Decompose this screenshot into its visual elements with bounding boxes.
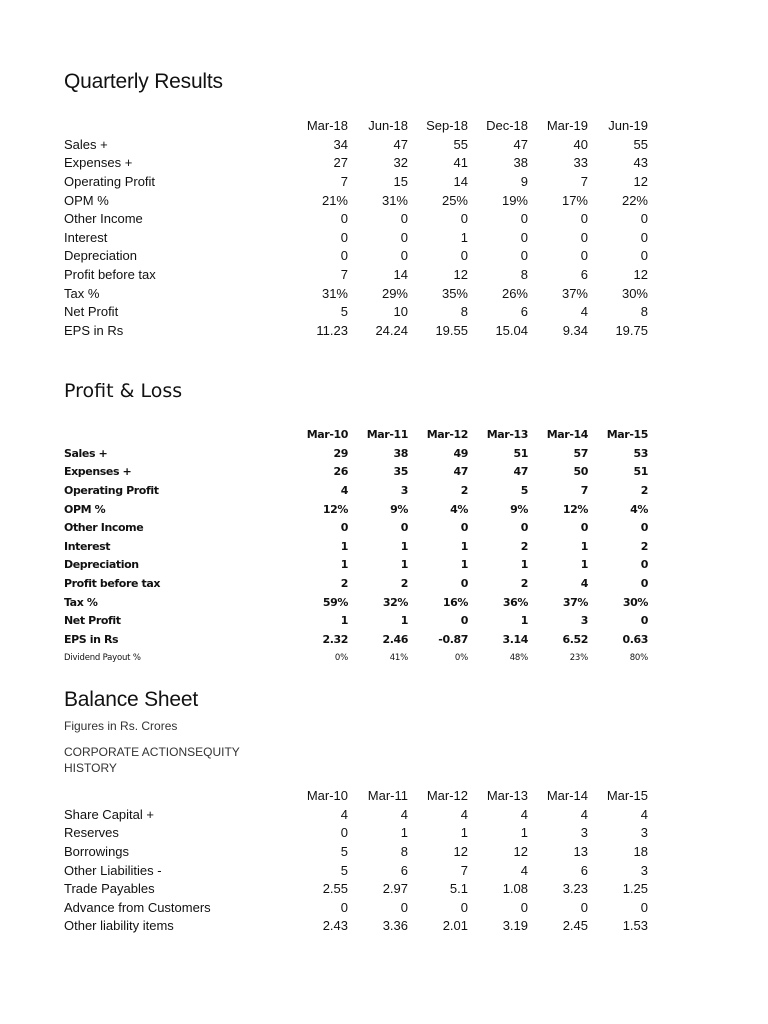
cell-value: 41 — [453, 155, 468, 171]
quarterly-results-title: Quarterly Results — [64, 70, 223, 93]
cell-value: 12 — [513, 844, 528, 860]
cell-value: 0 — [460, 614, 468, 628]
cell-value: 23% — [569, 653, 588, 664]
cell-value: 1 — [520, 825, 528, 841]
cell-value: 4 — [580, 577, 588, 591]
period-header: Mar-18 — [306, 118, 348, 134]
cell-value: 35% — [441, 285, 468, 301]
cell-value: 1 — [580, 558, 588, 572]
cell-value: 0 — [640, 211, 648, 227]
cell-value: 0 — [340, 248, 348, 264]
cell-value: 7 — [580, 174, 588, 190]
row-label: Other Liabilities - — [64, 862, 162, 878]
cell-value: 5 — [520, 484, 528, 498]
cell-value: 2 — [340, 577, 348, 591]
cell-value: 0 — [580, 248, 588, 264]
figures-note: Figures in Rs. Crores — [64, 719, 178, 733]
row-label: EPS in Rs — [64, 632, 119, 646]
cell-value: 55 — [633, 136, 648, 152]
cell-value: 9% — [390, 502, 408, 516]
header-blank — [64, 117, 288, 136]
cell-value: 0 — [520, 248, 528, 264]
cell-value: 19.75 — [615, 322, 648, 338]
cell-value: 59% — [322, 595, 348, 609]
cell-value: 0 — [520, 211, 528, 227]
row-label: Advance from Customers — [64, 899, 211, 915]
cell-value: 1.08 — [502, 881, 528, 897]
cell-value: 4 — [640, 806, 648, 822]
cell-value: 0 — [460, 521, 468, 535]
row-label: Depreciation — [64, 558, 139, 572]
cell-value: 4 — [460, 806, 468, 822]
period-header: Mar-10 — [306, 788, 348, 804]
cell-value: 21% — [321, 192, 348, 208]
row-label: Profit before tax — [64, 577, 161, 591]
period-header: Jun-18 — [368, 118, 408, 134]
cell-value: 4 — [400, 806, 408, 822]
period-header: Mar-11 — [367, 788, 408, 804]
table-row — [64, 322, 648, 341]
cell-value: 16% — [442, 595, 468, 609]
table-row — [64, 631, 648, 650]
table-row — [64, 575, 648, 594]
cell-value: 0 — [640, 248, 648, 264]
cell-value: 5 — [340, 844, 348, 860]
period-header: Mar-10 — [306, 428, 348, 442]
header-blank — [64, 426, 288, 445]
row-label: Tax % — [64, 285, 100, 301]
equity-history-link[interactable]: HISTORY — [64, 761, 117, 775]
cell-value: 31% — [321, 285, 348, 301]
row-label: Sales + — [64, 136, 108, 152]
cell-value: 1 — [400, 825, 408, 841]
cell-value: 1 — [400, 614, 408, 628]
cell-value: 57 — [573, 446, 588, 460]
cell-value: 0 — [340, 521, 348, 535]
table-row — [64, 210, 648, 229]
cell-value: 1 — [340, 539, 348, 553]
corporate-actions-link[interactable]: CORPORATE ACTIONSEQUITY — [64, 745, 240, 759]
period-header: Sep-18 — [426, 118, 468, 134]
cell-value: 5 — [340, 862, 348, 878]
table-row — [64, 266, 648, 285]
cell-value: 43 — [633, 155, 648, 171]
row-label: Sales + — [64, 446, 108, 460]
cell-value: 9 — [520, 174, 528, 190]
cell-value: 25% — [441, 192, 468, 208]
cell-value: 29% — [381, 285, 408, 301]
cell-value: 12 — [453, 267, 468, 283]
cell-value: 2.55 — [322, 881, 348, 897]
cell-value: 41% — [389, 653, 408, 664]
row-label: Interest — [64, 539, 111, 553]
row-label: Operating Profit — [64, 484, 159, 498]
cell-value: 1.53 — [622, 918, 648, 934]
row-label: Other liability items — [64, 918, 174, 934]
table-row — [64, 154, 648, 173]
cell-value: 51 — [513, 446, 528, 460]
period-header: Mar-14 — [546, 788, 588, 804]
cell-value: 2 — [460, 484, 468, 498]
cell-value: 2 — [520, 577, 528, 591]
cell-value: 0 — [520, 229, 528, 245]
cell-value: 47 — [453, 465, 468, 479]
row-label: Profit before tax — [64, 267, 156, 283]
cell-value: 3 — [640, 862, 648, 878]
cell-value: -0.87 — [438, 632, 468, 646]
cell-value: 1 — [340, 614, 348, 628]
cell-value: 1 — [460, 558, 468, 572]
row-label: Net Profit — [64, 614, 121, 628]
period-header: Mar-12 — [426, 428, 468, 442]
table-row — [64, 593, 648, 612]
table-row-dividend — [64, 649, 648, 667]
table-row — [64, 880, 648, 899]
profit-loss-table — [64, 426, 648, 667]
table-row — [64, 247, 648, 266]
balance-sheet-title: Balance Sheet — [64, 688, 199, 711]
cell-value: 6 — [400, 862, 408, 878]
profit-loss-title: Profit & Loss — [64, 380, 183, 402]
row-label: Operating Profit — [64, 174, 156, 190]
table-row — [64, 612, 648, 631]
cell-value: 15 — [393, 174, 408, 190]
cell-value: 11.23 — [316, 322, 348, 338]
table-row — [64, 284, 648, 303]
cell-value: 9% — [510, 502, 528, 516]
cell-value: 0 — [640, 577, 648, 591]
cell-value: 1 — [400, 558, 408, 572]
cell-value: 4% — [450, 502, 468, 516]
cell-value: 8 — [460, 304, 468, 320]
row-label: Depreciation — [64, 248, 137, 264]
period-header: Mar-13 — [486, 788, 528, 804]
cell-value: 7 — [580, 484, 588, 498]
table-row — [64, 136, 648, 155]
cell-value: 26% — [501, 285, 528, 301]
cell-value: 3 — [400, 484, 408, 498]
cell-value: 13 — [573, 844, 588, 860]
cell-value: 18 — [633, 844, 648, 860]
cell-value: 30% — [622, 595, 648, 609]
cell-value: 3.14 — [502, 632, 528, 646]
table-row — [64, 303, 648, 322]
cell-value: 4 — [340, 484, 348, 498]
cell-value: 10 — [393, 304, 408, 320]
cell-value: 0 — [580, 229, 588, 245]
cell-value: 0 — [460, 577, 468, 591]
cell-value: 32 — [393, 155, 408, 171]
table-row — [64, 556, 648, 575]
cell-value: 0 — [460, 211, 468, 227]
cell-value: 14 — [453, 174, 468, 190]
table-row — [64, 861, 648, 880]
cell-value: 0 — [400, 248, 408, 264]
row-label: Expenses + — [64, 155, 133, 171]
cell-value: 4% — [630, 502, 648, 516]
cell-value: 35 — [393, 465, 408, 479]
period-header: Mar-15 — [606, 788, 648, 804]
period-header: Mar-15 — [606, 428, 648, 442]
table-row — [64, 173, 648, 192]
cell-value: 7 — [340, 174, 348, 190]
header-row — [64, 787, 648, 806]
cell-value: 31% — [381, 192, 408, 208]
cell-value: 0% — [454, 653, 468, 664]
cell-value: 26 — [333, 465, 348, 479]
cell-value: 4 — [520, 862, 528, 878]
cell-value: 9.34 — [562, 322, 588, 338]
cell-value: 37% — [562, 595, 588, 609]
row-label: Dividend Payout % — [64, 653, 141, 664]
cell-value: 48% — [509, 653, 528, 664]
row-label: Net Profit — [64, 304, 119, 320]
cell-value: 0 — [580, 899, 588, 915]
cell-value: 1 — [340, 558, 348, 572]
cell-value: 0 — [460, 248, 468, 264]
cell-value: 49 — [453, 446, 468, 460]
period-header: Mar-11 — [366, 428, 408, 442]
cell-value: 0 — [640, 558, 648, 572]
row-label: Expenses + — [64, 465, 132, 479]
row-label: OPM % — [64, 192, 109, 208]
row-label: Share Capital + — [64, 806, 154, 822]
cell-value: 0 — [460, 899, 468, 915]
cell-value: 38 — [393, 446, 408, 460]
cell-value: 1 — [460, 825, 468, 841]
cell-value: 6.52 — [562, 632, 588, 646]
cell-value: 55 — [453, 136, 468, 152]
cell-value: 0.63 — [622, 632, 648, 646]
cell-value: 34 — [333, 136, 348, 152]
cell-value: 38 — [513, 155, 528, 171]
table-row — [64, 463, 648, 482]
cell-value: 29 — [333, 446, 348, 460]
cell-value: 12 — [633, 267, 648, 283]
cell-value: 1 — [580, 539, 588, 553]
cell-value: 2 — [520, 539, 528, 553]
table-row — [64, 917, 648, 936]
cell-value: 0 — [400, 211, 408, 227]
cell-value: 7 — [460, 862, 468, 878]
cell-value: 2 — [640, 484, 648, 498]
cell-value: 0 — [640, 229, 648, 245]
cell-value: 30% — [621, 285, 648, 301]
cell-value: 0 — [520, 521, 528, 535]
period-header: Dec-18 — [486, 118, 528, 134]
table-row — [64, 191, 648, 210]
cell-value: 3.23 — [562, 881, 588, 897]
cell-value: 6 — [580, 267, 588, 283]
cell-value: 0 — [640, 521, 648, 535]
period-header: Jun-19 — [608, 118, 648, 134]
period-header: Mar-13 — [486, 428, 528, 442]
cell-value: 4 — [520, 806, 528, 822]
cell-value: 3 — [580, 825, 588, 841]
cell-value: 15.04 — [495, 322, 528, 338]
cell-value: 24.24 — [375, 322, 408, 338]
cell-value: 7 — [340, 267, 348, 283]
cell-value: 8 — [640, 304, 648, 320]
cell-value: 19.55 — [435, 322, 468, 338]
cell-value: 4 — [580, 806, 588, 822]
cell-value: 40 — [573, 136, 588, 152]
cell-value: 2 — [400, 577, 408, 591]
table-row — [64, 482, 648, 501]
cell-value: 1 — [460, 539, 468, 553]
cell-value: 1 — [520, 558, 528, 572]
quarterly-results-table — [64, 117, 648, 340]
cell-value: 2.46 — [382, 632, 408, 646]
cell-value: 1 — [400, 539, 408, 553]
cell-value: 0 — [580, 521, 588, 535]
cell-value: 53 — [633, 446, 648, 460]
row-label: Interest — [64, 229, 108, 245]
cell-value: 0 — [640, 614, 648, 628]
cell-value: 0 — [340, 825, 348, 841]
cell-value: 0 — [340, 211, 348, 227]
cell-value: 0 — [400, 521, 408, 535]
cell-value: 3.19 — [502, 918, 528, 934]
cell-value: 51 — [633, 465, 648, 479]
cell-value: 4 — [340, 806, 348, 822]
period-header: Mar-14 — [546, 428, 588, 442]
cell-value: 50 — [573, 465, 588, 479]
cell-value: 6 — [580, 862, 588, 878]
cell-value: 0 — [400, 899, 408, 915]
cell-value: 19% — [501, 192, 528, 208]
table-row — [64, 824, 648, 843]
cell-value: 0 — [400, 229, 408, 245]
cell-value: 12 — [633, 174, 648, 190]
table-row — [64, 229, 648, 248]
cell-value: 2.97 — [382, 881, 408, 897]
cell-value: 0 — [580, 211, 588, 227]
cell-value: 32% — [382, 595, 408, 609]
cell-value: 80% — [629, 653, 648, 664]
row-label: Borrowings — [64, 844, 130, 860]
cell-value: 47 — [513, 465, 528, 479]
header-row — [64, 426, 648, 445]
cell-value: 3 — [580, 614, 588, 628]
cell-value: 6 — [520, 304, 528, 320]
header-blank — [64, 787, 288, 806]
table-row — [64, 445, 648, 464]
cell-value: 2.43 — [322, 918, 348, 934]
cell-value: 2.32 — [322, 632, 348, 646]
row-label: Reserves — [64, 825, 119, 841]
period-header: Mar-12 — [426, 788, 468, 804]
cell-value: 12 — [453, 844, 468, 860]
cell-value: 47 — [513, 136, 528, 152]
cell-value: 33 — [573, 155, 588, 171]
cell-value: 8 — [520, 267, 528, 283]
row-label: Other Income — [64, 521, 144, 535]
table-row — [64, 519, 648, 538]
cell-value: 36% — [502, 595, 528, 609]
cell-value: 3.36 — [382, 918, 408, 934]
cell-value: 12% — [322, 502, 348, 516]
cell-value: 37% — [561, 285, 588, 301]
cell-value: 4 — [580, 304, 588, 320]
cell-value: 0 — [340, 899, 348, 915]
cell-value: 2.01 — [442, 918, 468, 934]
cell-value: 8 — [400, 844, 408, 860]
table-row — [64, 843, 648, 862]
table-row — [64, 806, 648, 825]
table-row — [64, 538, 648, 557]
row-label: OPM % — [64, 502, 106, 516]
cell-value: 5 — [340, 304, 348, 320]
table-row — [64, 500, 648, 519]
cell-value: 14 — [393, 267, 408, 283]
cell-value: 22% — [621, 192, 648, 208]
cell-value: 1.25 — [622, 881, 648, 897]
cell-value: 0 — [340, 229, 348, 245]
cell-value: 27 — [333, 155, 348, 171]
cell-value: 17% — [561, 192, 588, 208]
row-label: EPS in Rs — [64, 322, 124, 338]
cell-value: 47 — [393, 136, 408, 152]
cell-value: 2.45 — [562, 918, 588, 934]
balance-sheet-table — [64, 787, 648, 936]
cell-value: 12% — [562, 502, 588, 516]
cell-value: 5.1 — [449, 881, 468, 897]
row-label: Trade Payables — [64, 881, 155, 897]
period-header: Mar-19 — [546, 118, 588, 134]
cell-value: 2 — [640, 539, 648, 553]
cell-value: 3 — [640, 825, 648, 841]
table-row — [64, 899, 648, 918]
row-label: Other Income — [64, 211, 143, 227]
row-label: Tax % — [64, 595, 98, 609]
cell-value: 0 — [640, 899, 648, 915]
header-row — [64, 117, 648, 136]
cell-value: 1 — [460, 229, 468, 245]
cell-value: 0% — [334, 653, 348, 664]
cell-value: 1 — [520, 614, 528, 628]
cell-value: 0 — [520, 899, 528, 915]
